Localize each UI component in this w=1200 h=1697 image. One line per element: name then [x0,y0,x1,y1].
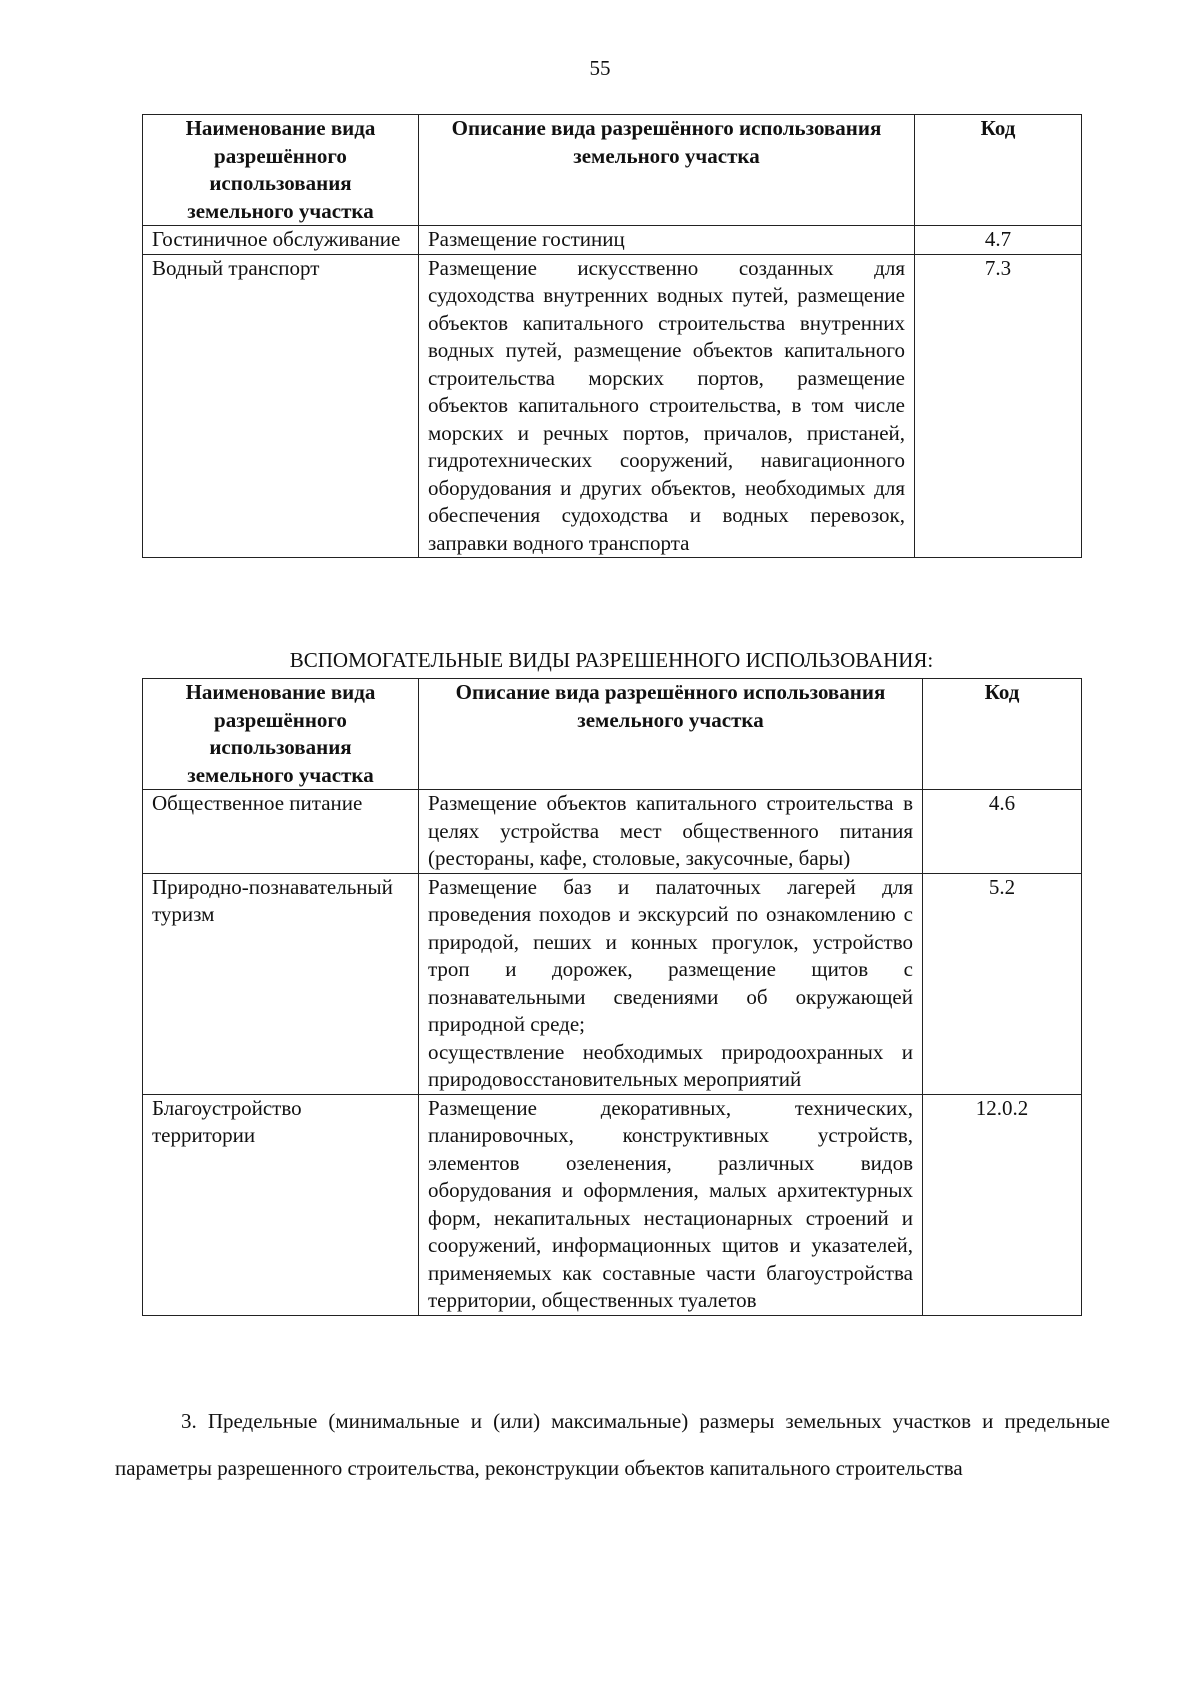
table-row [143,254,1082,558]
row-code: 4.6 [923,790,1082,874]
row-description: Размещение декоративных, технических, планировочных, конструктивных устройств, элементов озеленения, различных видов оборудования и оформления, малых архитектурных форм, некапитальных нестационарных строений и сооружений, информационных щитов и указателей, применяемых как составные части благоустройства территории, общественных туалетов [419,1094,923,1315]
main-land-use-table [142,114,1082,558]
header-description: Описание вида разрешённого использования земельного участка [419,679,923,790]
row-description: Размещение объектов капитального строительства в целях устройства мест общественного питания (рестораны, кафе, столовые, закусочные, бары) [419,790,923,874]
row-description: Размещение баз и палаточных лагерей для проведения походов и экскурсий по ознакомлению с природой, пеших и конных прогулок, устройство троп и дорожек, размещение щитов с познавательными сведениями об окружающей природной среде; [428,874,913,1036]
table-row [143,1094,1082,1315]
table-row [143,226,1082,255]
row-description-cell [419,873,923,1094]
table-row [143,790,1082,874]
row-name: Благоустройство территории [143,1094,419,1315]
table-header-row [143,679,1082,790]
header-description: Описание вида разрешённого использования земельного участка [419,115,915,226]
aux-section-title: ВСПОМОГАТЕЛЬНЫЕ ВИДЫ РАЗРЕШЕННОГО ИСПОЛЬЗОВАНИЯ: [289,648,934,672]
row-code: 7.3 [915,254,1082,558]
paragraph-3: 3. Предельные (минимальные и (или) максимальные) размеры земельных участков и предельные параметры разрешенного строительства, реконструкции объектов капитального строительства [115,1409,1110,1480]
table-header-row [143,115,1082,226]
page-number: 55 [589,56,611,80]
row-description-extra: осуществление необходимых природоохранных и природовосстановительных мероприятий [428,1039,913,1091]
header-name: Наименование вида разрешённого использования земельного участка [143,679,419,790]
row-code: 5.2 [923,873,1082,1094]
row-name: Общественное питание [143,790,419,874]
row-description: Размещение искусственно созданных для судоходства внутренних водных путей, размещение объектов капитального строительства внутренних водных путей, размещение объектов капитального строительства морских портов, размещение объектов капитального строительства, в том числе морских и речных портов, причалов, пристаней, гидротехнических сооружений, навигационного оборудования и других объектов, необходимых для обеспечения судоходства и водных перевозок, заправки водного транспорта [419,254,915,558]
row-name: Водный транспорт [143,254,419,558]
header-code: Код [915,115,1082,226]
row-name: Природно-познавательный туризм [143,873,419,1094]
row-code: 4.7 [915,226,1082,255]
row-name: Гостиничное обслуживание [143,226,419,255]
table-row [143,873,1082,1094]
header-code: Код [923,679,1082,790]
row-description: Размещение гостиниц [419,226,915,255]
auxiliary-land-use-table [142,678,1082,1316]
header-name: Наименование вида разрешённого использования земельного участка [143,115,419,226]
row-code: 12.0.2 [923,1094,1082,1315]
